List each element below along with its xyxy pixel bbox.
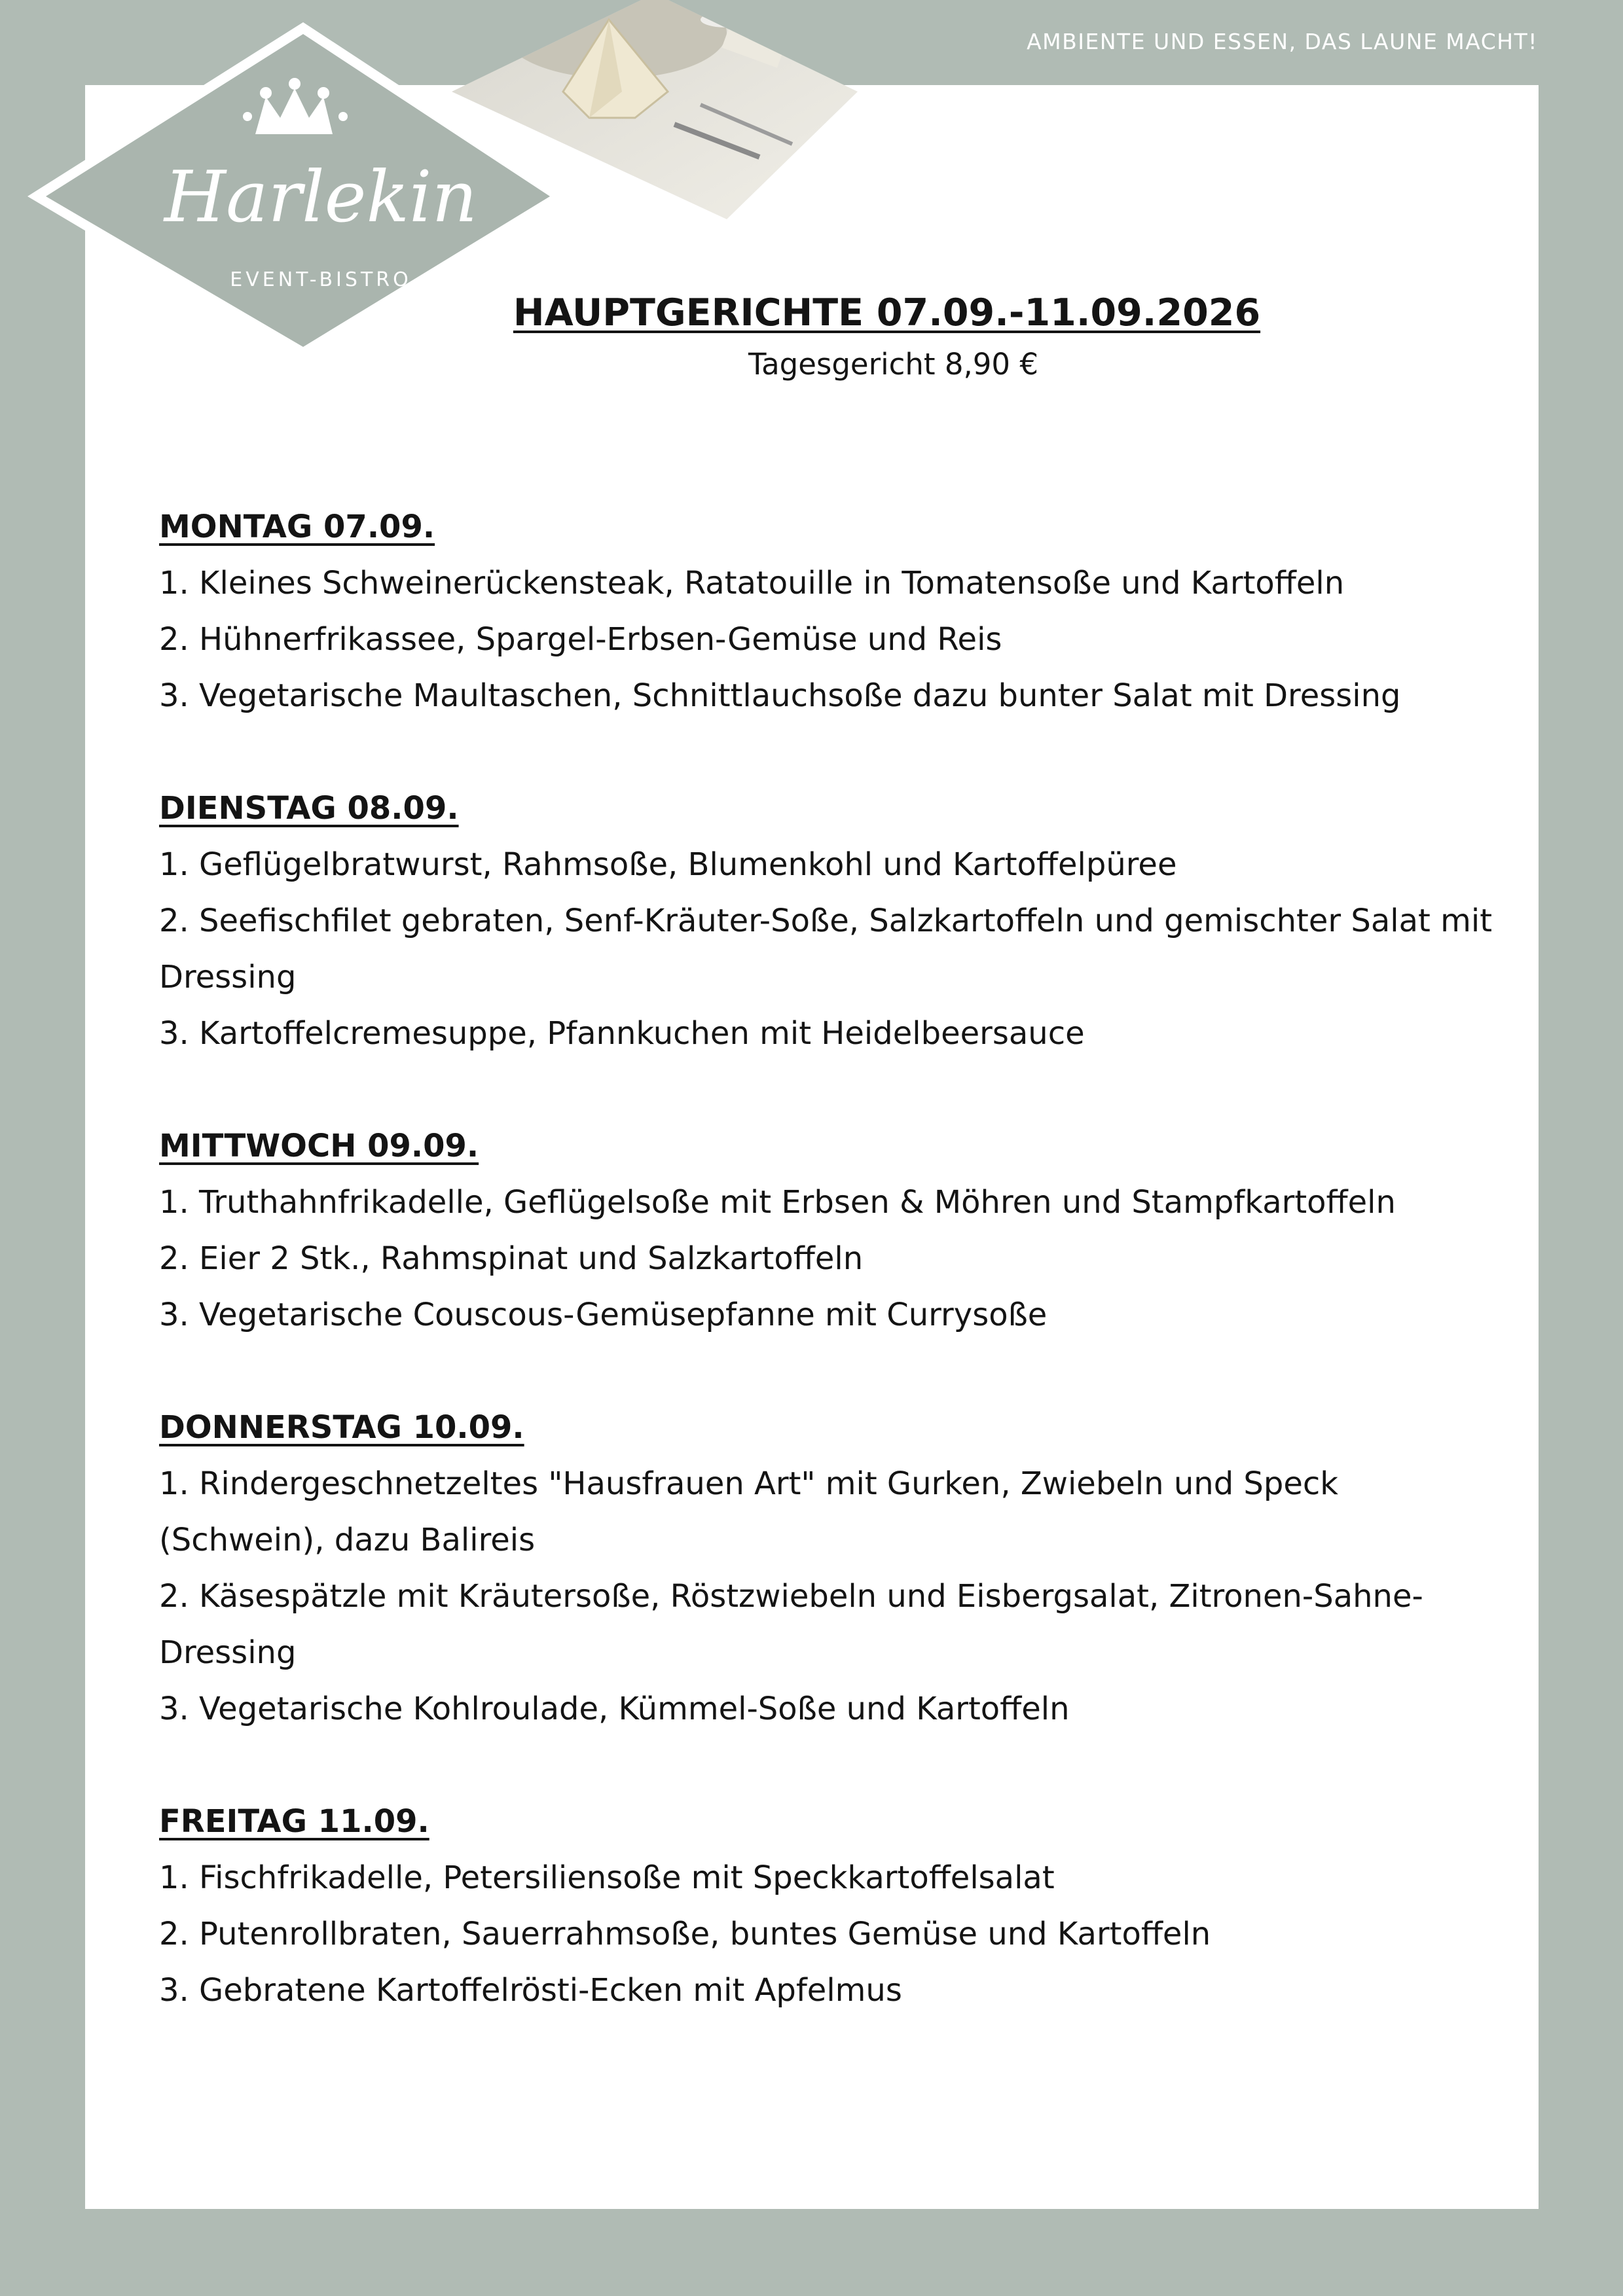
dish-item: 1. Truthahnfrikadelle, Geflügelsoße mit Erbsen & Möhren und Stampfkartoffeln bbox=[159, 1184, 1396, 1221]
dish-item: 1. Rindergeschnetzeltes "Hausfrauen Art" mit Gurken, Zwiebeln und Speck (Schwein), dazu Balireis bbox=[159, 1465, 1339, 1558]
dish-item: 2. Hühnerfrikassee, Spargel-Erbsen-Gemüse und Reis bbox=[159, 621, 1002, 658]
menu-header bbox=[0, 291, 1623, 334]
day-friday bbox=[159, 1793, 1501, 2018]
day-tuesday bbox=[159, 780, 1501, 1062]
day-title: FREITAG 11.09. bbox=[159, 1803, 429, 1840]
dish-item: 3. Vegetarische Kohlroulade, Kümmel-Soße und Kartoffeln bbox=[159, 1691, 1070, 1727]
day-monday bbox=[159, 499, 1501, 724]
dish-item: 2. Seefischfilet gebraten, Senf-Kräuter-Soße, Salzkartoffeln und gemischter Salat mit Dressing bbox=[159, 903, 1493, 996]
day-title: MONTAG 07.09. bbox=[159, 509, 435, 545]
day-title: DONNERSTAG 10.09. bbox=[159, 1409, 524, 1446]
daily-price: Tagesgericht 8,90 € bbox=[748, 347, 1038, 382]
dish-item: 1. Fischfrikadelle, Petersiliensoße mit Speckkartoffelsalat bbox=[159, 1859, 1055, 1896]
day-title: MITTWOCH 09.09. bbox=[159, 1128, 479, 1164]
dish-item: 2. Eier 2 Stk., Rahmspinat und Salzkartoffeln bbox=[159, 1240, 864, 1277]
day-wednesday bbox=[159, 1118, 1501, 1343]
dish-item: 2. Putenrollbraten, Sauerrahmsoße, buntes Gemüse und Kartoffeln bbox=[159, 1916, 1211, 1952]
dish-item: 3. Kartoffelcremesuppe, Pfannkuchen mit Heidelbeersauce bbox=[159, 1015, 1085, 1052]
dish-item: 3. Vegetarische Maultaschen, Schnittlauchsoße dazu bunter Salat mit Dressing bbox=[159, 677, 1401, 714]
weekly-menu bbox=[159, 499, 1501, 2075]
day-title: DIENSTAG 08.09. bbox=[159, 790, 459, 827]
dish-item: 3. Vegetarische Couscous-Gemüsepfanne mit Currysoße bbox=[159, 1297, 1048, 1333]
page-title: HAUPTGERICHTE 07.09.-11.09.2026 bbox=[513, 291, 1261, 334]
dish-item: 2. Käsespätzle mit Kräutersoße, Röstzwiebeln und Eisbergsalat, Zitronen-Sahne-Dressing bbox=[159, 1578, 1423, 1671]
dish-item: 1. Geflügelbratwurst, Rahmsoße, Blumenkohl und Kartoffelpüree bbox=[159, 846, 1177, 883]
dish-item: 3. Gebratene Kartoffelrösti-Ecken mit Apfelmus bbox=[159, 1972, 902, 2009]
logo-name: Harlekin bbox=[164, 156, 478, 238]
day-thursday bbox=[159, 1399, 1501, 1737]
dish-item: 1. Kleines Schweinerückensteak, Ratatouille in Tomatensoße und Kartoffeln bbox=[159, 565, 1345, 601]
logo-subtitle: EVENT-BISTRO bbox=[230, 268, 412, 291]
tagline: AMBIENTE UND ESSEN, DAS LAUNE MACHT! bbox=[1027, 29, 1538, 54]
